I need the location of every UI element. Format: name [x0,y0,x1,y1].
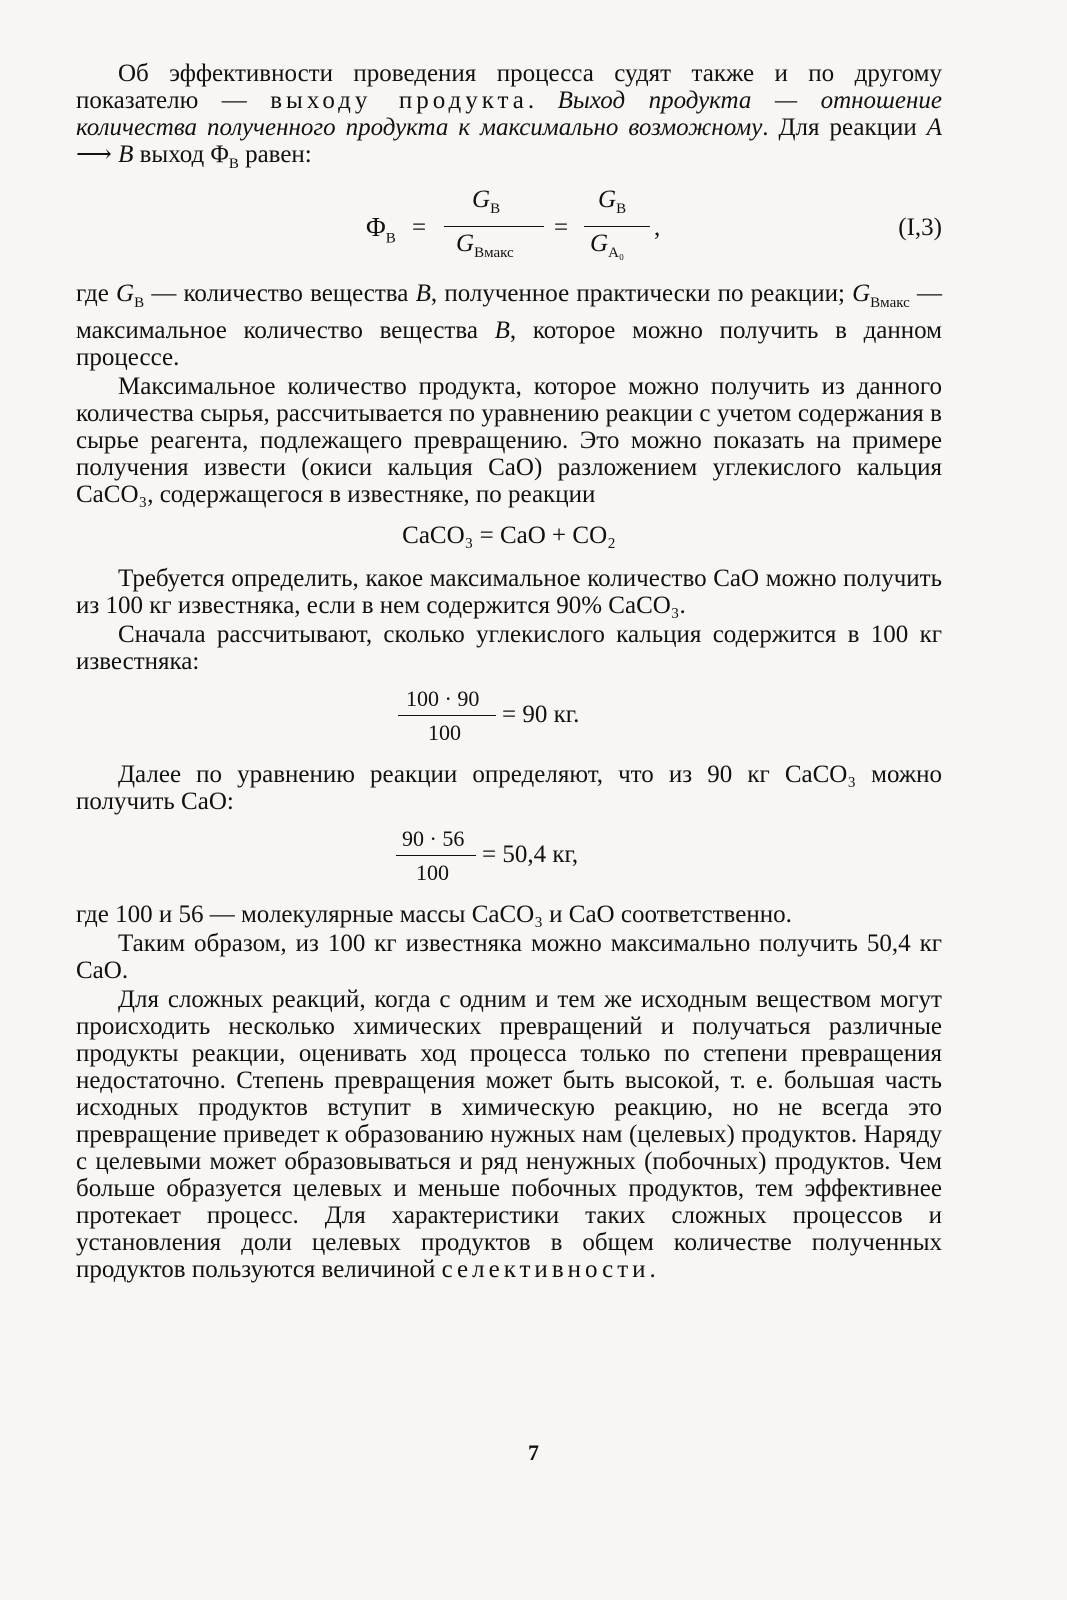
calc-fraction-2: 90 · 56 100 = 50,4 кг, [76,825,942,891]
fraction-bar [444,226,544,227]
paragraph-where-g: где $G_B$ — количество вещества B, полученное практически по реакции; $G_{Bмакс}$ — максимальное количество вещества B, которое можно получить в данном процессе. [76,280,943,371]
paragraph-selectivity: Для сложных реакций, когда с одним и тем же исходным веществом могут происходить несколько химических превращений и получаться различные продукты реакции, оценивать ход процесса только по степени превращения недостаточно. Степень превращения может быть высокой, т. е. большая часть исходных продуктов вступит в химическую реакцию, но не всегда это превращение приведет к образованию нужных нам (целевых) продуктов. Наряду с целевыми может образовываться и ряд ненужных (побочных) продуктов. Чем больше образуется целевых и меньше побочных продуктов, тем эффективнее протекает процесс. Для характеристики таких сложных процессов и установления доли целевых продуктов в общем количестве полученных продуктов пользуются величиной селективности. [76,986,942,1283]
formula-yield: $\Phi_B$ = $G_B$ $G_{Bмакс}$ = $G_B$ $G_{A_0}$ , (I,3) [366,186,942,261]
paragraph-max-quantity: Максимальное количество продукта, которое можно получить из данного количества сырья, рассчитывается по уравнению реакции с учетом содержания в сырье реагента, подлежащего превращению. Это можно показать на примере получения извести (окиси кальция CaO) разложением углекислого кальция CaCO₃, содержащегося в известняке, по реакции [76,373,942,508]
term-selectivity: селективности [441,1256,650,1283]
equation-number: (I,3) [898,214,942,241]
reaction-equation: CaCO₃ = CaO + CO₂ [402,522,616,549]
paragraph-first-calc: Сначала рассчитывают, сколько углекислого кальция содержится в 100 кг известняка: [76,621,942,675]
paragraph-conclusion: Таким образом, из 100 кг известняка можно максимально получить 50,4 кг CaO. [76,930,942,984]
term-yield: выходу продукта [270,87,528,114]
paragraph-molar-masses: где 100 и 56 — молекулярные массы CaCO₃ и CaO соответственно. [76,901,792,928]
calc-fraction-1: 100 · 90 100 = 90 кг. [76,685,942,751]
fraction-bar [584,226,650,227]
paragraph-second-calc: Далее по уравнению реакции определяют, что из 90 кг CaCO₃ можно получить CaO: [76,761,942,815]
paragraph-task: Требуется определить, какое максимальное количество CaO можно получить из 100 кг известняка, если в нем содержится 90% CaCO₃. [76,565,942,619]
paragraph-yield-intro: Об эффективности проведения процесса судят также и по другому показателю — выходу продукта. Выход продукта — отношение количества полученного продукта к максимально возможному. Для реакции A ⟶ B выход $\Phi_B$ равен: [76,60,943,172]
page-body [76,60,942,1285]
yield-definition: Выход продукта — отношение количества полученного продукта к максимально возможному [76,87,943,141]
fraction-bar [398,715,496,716]
fraction-bar [396,855,476,856]
page-number: 7 [528,1440,539,1465]
